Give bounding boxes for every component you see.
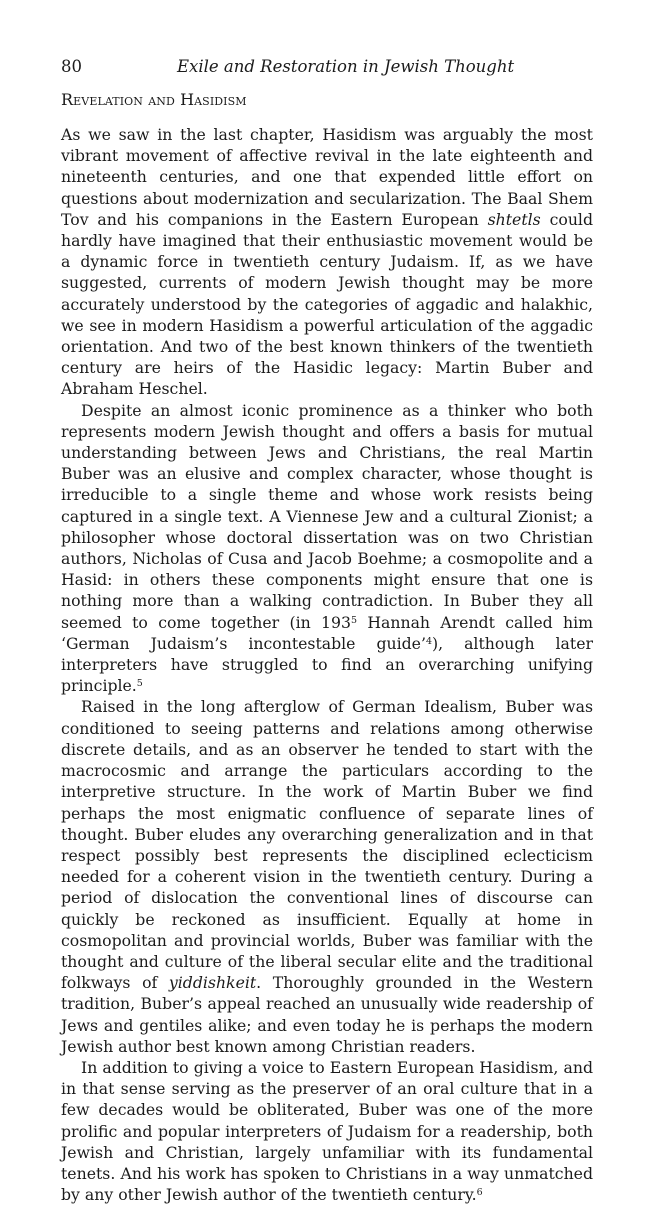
- paragraph: Despite an almost iconic prominence as a thinker who both represents modern Jewish thought and offers a basis for mutual understanding between Jews and Christians, the real Martin Buber was an elusive and complex character, whose thought is irreducible to a single theme and whose work resists being captured in a single text. A Viennese Jew and a cultural Zionist; a philosopher whose doctoral dissertation was on two Christian authors, Nicholas of Cusa and Jacob Boehme; a cosmopolite and a Hasid: in others these components might ensure that one is nothing more than a walking contradiction. In Buber they all seemed to come together (in $193^5$ Hannah Arendt called him ‘German Judaism’s incontestable guide’$^4$), although later interpreters have struggled to find an overarching unifying principle.$^5$: [61, 400, 594, 696]
- paragraph: As we saw in the last chapter, Hasidism was arguably the most vibrant movement of affective revival in the late eighteenth and nineteenth centuries, and one that expended little effort on questions about modernization and secularization. The Baal Shem Tov and his companions in the Eastern European shtetls could hardly have imagined that their enthusiastic movement would be a dynamic force in twentieth century Judaism. If, as we have suggested, currents of modern Jewish thought may be more accurately understood by the categories of aggadic and halakhic, we see in modern Hasidism a powerful articulation of the aggadic orientation. And two of the best known thinkers of the twentieth century are heirs of the Hasidic legacy: Martin Buber and Abraham Heschel.: [61, 125, 593, 399]
- section-heading: Revelation and Hasidism: [61, 90, 247, 109]
- footnote-ref[interactable]: 4: [425, 635, 432, 647]
- running-title: Exile and Restoration in Jewish Thought: [177, 57, 515, 76]
- paragraph: In addition to giving a voice to Eastern European Hasidism, and in that sense serving as the preserver of an oral culture that in a few decades would be obliterated, Buber was one of the more prolific and popular interpreters of Judaism for a readership, both Jewish and Christian, largely unfamiliar with its fundamental tenets. And his work has spoken to Christians in a way unmatched by any other Jewish author of the twentieth century.$^6$: [61, 1057, 593, 1205]
- running-head: [61, 54, 593, 80]
- footnote-ref[interactable]: 5: [350, 614, 358, 626]
- footnote-ref[interactable]: 6: [476, 1187, 483, 1199]
- italic-term: yiddishkeit: [168, 973, 257, 993]
- page-number: 80: [61, 57, 82, 76]
- footnote-ref[interactable]: 5: [136, 678, 143, 690]
- book-page: [61, 54, 593, 1205]
- paragraph: Raised in the long afterglow of German Idealism, Buber was conditioned to seeing patterns and relations among otherwise discrete details, and as an observer he tended to start with the macrocosmic and arrange the particulars according to the interpretive structure. In the work of Martin Buber we find perhaps the most enigmatic confluence of separate lines of thought. Buber eludes any overarching generalization and in that respect possibly best represents the disciplined eclecticism needed for a coherent vision in the twentieth century. During a period of dislocation the conventional lines of discourse can quickly be reckoned as insufficient. Equally at home in cosmopolitan and provincial worlds, Buber was familiar with the thought and culture of the liberal secular elite and the traditional folkways of yiddishkeit. Thoroughly grounded in the Western tradition, Buber’s appeal reached an unusually wide readership of Jews and gentiles alike; and even today he is perhaps the modern Jewish author best known among Christian readers.: [61, 697, 593, 1056]
- body-text: [61, 124, 593, 1205]
- italic-term: shtetls: [487, 209, 541, 229]
